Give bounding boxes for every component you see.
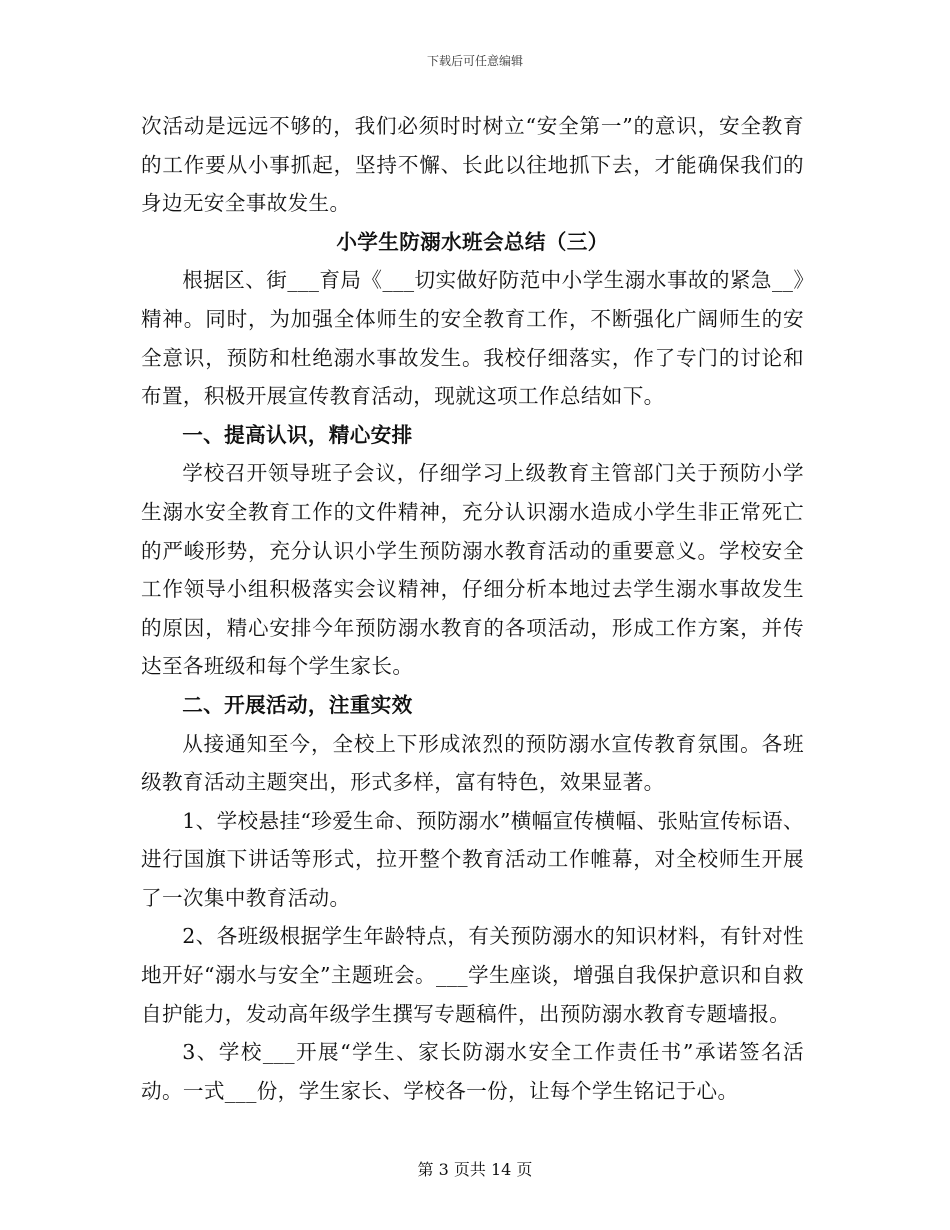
heading-1: 一、提高认识，精心安排 [182, 422, 413, 447]
paragraph-intro: 根据区、街___育局《___切实做好防范中小学生溺水事故的紧急__》精神。同时，为加强全体师生的安全教育工作，不断强化广阔师生的安全意识，预防和杜绝溺水事故发生。我校仔细落实，作了专门的讨论和布置，积极开展宣传教育活动，现就这项工作总结如下。 [141, 268, 804, 409]
section-title: 小学生防溺水班会总结（三） [336, 229, 609, 254]
list-item-2: 2、各班级根据学生年龄特点，有关预防溺水的知识材料，有针对性地开好“溺水与安全”主题班会。___学生座谈，增强自我保护意识和自救自护能力，发动高年级学生撰写专题稿件，出预防溺水教育专题墙报。 [141, 924, 804, 1026]
document-body [141, 107, 804, 1110]
paragraph-continued: 次活动是远远不够的，我们必须时时树立“安全第一”的意识，安全教育的工作要从小事抓起，坚持不懈、长此以往地抓下去，才能确保我们的身边无安全事故发生。 [141, 114, 804, 216]
list-item-1: 1、学校悬挂“珍爱生命、预防溺水”横幅宣传横幅、张贴宣传标语、进行国旗下讲话等形式，拉开整个教育活动工作帷幕，对全校师生开展了一次集中教育活动。 [141, 808, 804, 910]
page-footer-number: 第 3 页共 14 页 [417, 1160, 533, 1179]
list-item-3: 3、学校___开展“学生、家长防溺水安全工作责任书”承诺签名活动。一式___份，学生家长、学校各一份，让每个学生铭记于心。 [141, 1040, 804, 1103]
paragraph-2: 从接通知至今，全校上下形成浓烈的预防溺水宣传教育氛围。各班级教育活动主题突出，形式多样，富有特色，效果显著。 [141, 731, 804, 795]
page-header-note: 下载后可任意编辑 [426, 54, 523, 68]
paragraph-1: 学校召开领导班子会议，仔细学习上级教育主管部门关于预防小学生溺水安全教育工作的文件精神，充分认识溺水造成小学生非正常死亡的严峻形势，充分认识小学生预防溺水教育活动的重要意义。学校安全工作领导小组积极落实会议精神，仔细分析本地过去学生溺水事故发生的原因，精心安排今年预防溺水教育的各项活动，形成工作方案，并传达至各班级和每个学生家长。 [141, 461, 804, 679]
heading-2: 二、开展活动，注重实效 [182, 692, 413, 717]
